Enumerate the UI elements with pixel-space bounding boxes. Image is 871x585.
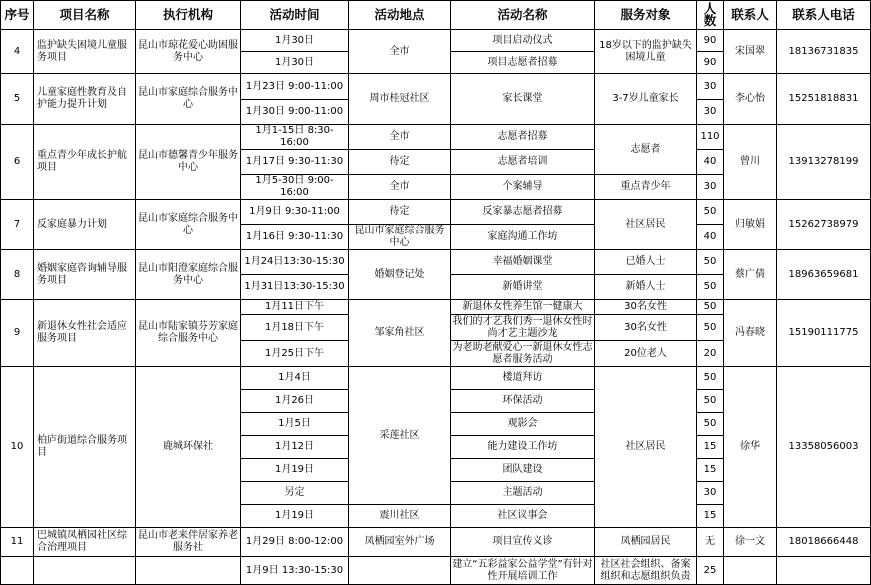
header-target: 服务对象: [595, 1, 697, 30]
contact-name: 曾川: [724, 125, 777, 200]
header-row: [1, 1, 871, 30]
people-count: 50: [697, 367, 724, 390]
org-name: 昆山市家庭综合服务中心: [136, 200, 241, 250]
activity-name: 环保活动: [451, 390, 595, 413]
row-no: 6: [1, 125, 34, 200]
table-row: [1, 557, 871, 585]
contact-phone: 15251818831: [777, 74, 871, 125]
people-count: 50: [697, 390, 724, 413]
activity-name: 反家暴志愿者招募: [451, 200, 595, 225]
activity-time: 1月5日: [241, 413, 349, 436]
org-name: 昆山市家庭综合服务中心: [136, 74, 241, 125]
activity-time: 1月30日: [241, 52, 349, 74]
activity-name: 项目志愿者招募: [451, 52, 595, 74]
contact-name: 李心怡: [724, 74, 777, 125]
people-count: 40: [697, 225, 724, 250]
activity-time: 1月23日 9:00-11:00: [241, 74, 349, 100]
project-name: [34, 557, 136, 585]
activity-name: 能力建设工作坊: [451, 436, 595, 459]
people-count: 90: [697, 52, 724, 74]
project-name: 重点青少年成长护航项目: [34, 125, 136, 200]
row-no: 10: [1, 367, 34, 528]
activity-time: 1月9日 9:30-11:00: [241, 200, 349, 225]
contact-phone: 13913278199: [777, 125, 871, 200]
table-row: [1, 300, 871, 315]
header-time: 活动时间: [241, 1, 349, 30]
service-target: 30名女性: [595, 300, 697, 315]
row-no: 4: [1, 30, 34, 74]
people-count: 50: [697, 413, 724, 436]
header-count: 人数: [697, 1, 724, 30]
people-count: 30: [697, 482, 724, 505]
activity-place: 邹家角社区: [349, 300, 451, 367]
activity-place: 凤栖园室外广场: [349, 528, 451, 557]
activity-time: 1月24日13:30-15:30: [241, 250, 349, 275]
contact-name: 归敏娟: [724, 200, 777, 250]
org-name: 昆山市老来伴居家养老服务社: [136, 528, 241, 557]
people-count: 50: [697, 275, 724, 300]
people-count: 15: [697, 436, 724, 459]
activity-name: 团队建设: [451, 459, 595, 482]
activity-place: 昆山市家庭综合服务中心: [349, 225, 451, 250]
activity-name: 志愿者培训: [451, 150, 595, 175]
people-count: 30: [697, 175, 724, 200]
header-phone: 联系人电话: [777, 1, 871, 30]
project-name: 柏庐街道综合服务项目: [34, 367, 136, 528]
people-count: 15: [697, 505, 724, 528]
table-row: [1, 250, 871, 275]
service-target: 社区社会组织、备案组织和志愿组织负责: [595, 557, 697, 585]
contact-phone: [777, 557, 871, 585]
header-contact: 联系人: [724, 1, 777, 30]
activity-time: 1月11日下午: [241, 300, 349, 315]
people-count: 40: [697, 150, 724, 175]
project-name: 婚姻家庭咨询辅导服务项目: [34, 250, 136, 300]
people-count: 15: [697, 459, 724, 482]
activity-name: 新退休女性养生馆一健康大: [451, 300, 595, 315]
activity-name: 项目启动仪式: [451, 30, 595, 52]
contact-phone: 18963659681: [777, 250, 871, 300]
table-row: [1, 125, 871, 150]
contact-phone: 13358056003: [777, 367, 871, 528]
activity-name: 家长课堂: [451, 74, 595, 125]
people-count: 50: [697, 200, 724, 225]
activity-time: 1月12日: [241, 436, 349, 459]
header-place: 活动地点: [349, 1, 451, 30]
activity-name: 为老助老献爱心一新退休女性志愿者服务活动: [452, 341, 593, 365]
activity-time: 1月31日13:30-15:30: [241, 275, 349, 300]
activity-place: 待定: [349, 200, 451, 225]
org-name: 昆山市琼花爱心助困服务中心: [136, 30, 241, 74]
service-target: 社区居民: [595, 200, 697, 250]
row-no: 7: [1, 200, 34, 250]
activity-place: 全市: [349, 125, 451, 150]
table-row: [1, 200, 871, 225]
contact-name: 宋国翠: [724, 30, 777, 74]
activity-name: 志愿者招募: [451, 125, 595, 150]
project-name: 反家庭暴力计划: [34, 200, 136, 250]
service-target: 30名女性: [595, 315, 697, 341]
activity-name: 家庭沟通工作坊: [451, 225, 595, 250]
activity-name: 建立“五彩益家公益学堂”有针对性开展培训工作: [451, 557, 595, 585]
activity-name: 主题活动: [451, 482, 595, 505]
org-name: 鹿城环保社: [136, 367, 241, 528]
table-row: [1, 30, 871, 52]
activity-name: 我们的才艺我们秀一退休女性时尚才艺主题沙龙: [452, 315, 593, 339]
activity-time: 1月9日 13:30-15:30: [241, 557, 349, 585]
activity-name: 楼道拜访: [451, 367, 595, 390]
people-count: 25: [697, 557, 724, 585]
activity-place: 震川社区: [349, 505, 451, 528]
org-name: 昆山市德馨青少年服务中心: [136, 125, 241, 200]
table-row: [1, 528, 871, 557]
service-target: 已婚人士: [595, 250, 697, 275]
service-target: 凤栖园居民: [595, 528, 697, 557]
activity-place: 采莲社区: [349, 367, 451, 505]
contact-name: 冯春晓: [724, 300, 777, 367]
activity-time: 1月19日: [241, 505, 349, 528]
project-name: 儿童家庭性教育及自护能力提升计划: [34, 74, 136, 125]
activity-time: 1月16日 9:30-11:30: [241, 225, 349, 250]
people-count: 110: [697, 125, 724, 150]
activity-time: 1月17日 9:30-11:30: [241, 150, 349, 175]
people-count: 无: [697, 528, 724, 557]
activity-name: 幸福婚姻课堂: [451, 250, 595, 275]
activity-time: 1月1-15日 8:30-16:00: [241, 125, 349, 150]
header-project: 项目名称: [34, 1, 136, 30]
service-target: 18岁以下的监护缺失困境儿童: [595, 30, 697, 74]
contact-name: [724, 557, 777, 585]
people-count: 30: [697, 74, 724, 100]
project-name: 巴城镇凤栖园社区综合治理项目: [34, 528, 136, 557]
project-name: 新退休女性社会适应服务项目: [34, 300, 136, 367]
header-no: 序号: [1, 1, 34, 30]
table-row: [1, 367, 871, 390]
activity-name: 社区议事会: [451, 505, 595, 528]
contact-name: 徐一文: [724, 528, 777, 557]
activity-place: 待定: [349, 150, 451, 175]
table-row: [1, 74, 871, 100]
activity-name: 观影会: [451, 413, 595, 436]
contact-phone: 18136731835: [777, 30, 871, 74]
activity-name: 项目宣传义诊: [451, 528, 595, 557]
activity-place: 全市: [349, 175, 451, 200]
activity-time: 1月4日: [241, 367, 349, 390]
contact-name: 蔡广倩: [724, 250, 777, 300]
contact-phone: 18018666448: [777, 528, 871, 557]
activity-time: 1月30日 9:00-11:00: [241, 100, 349, 125]
contact-phone: 15190111775: [777, 300, 871, 367]
people-count: 90: [697, 30, 724, 52]
service-target: 20位老人: [595, 341, 697, 367]
service-target: 新婚人士: [595, 275, 697, 300]
activity-time: 1月30日: [241, 30, 349, 52]
people-count: 30: [697, 100, 724, 125]
activity-name: 个案辅导: [451, 175, 595, 200]
activity-place: [349, 557, 451, 585]
service-target: 社区居民: [595, 367, 697, 528]
service-target: 志愿者: [595, 125, 697, 175]
row-no: [1, 557, 34, 585]
contact-phone: 15262738979: [777, 200, 871, 250]
activity-place: 婚姻登记处: [349, 250, 451, 300]
row-no: 5: [1, 74, 34, 125]
activity-place: 周市桂冠社区: [349, 74, 451, 125]
activity-time: 1月25日下午: [241, 341, 349, 367]
row-no: 11: [1, 528, 34, 557]
org-name: [136, 557, 241, 585]
activity-place: 全市: [349, 30, 451, 74]
header-activity: 活动名称: [451, 1, 595, 30]
org-name: 昆山市陆家镇芬芳家庭综合服务中心: [136, 300, 241, 367]
activity-time: 另定: [241, 482, 349, 505]
people-count: 20: [697, 341, 724, 367]
row-no: 9: [1, 300, 34, 367]
people-count: 50: [697, 250, 724, 275]
project-name: 监护缺失困境儿童服务项目: [34, 30, 136, 74]
service-target: 3-7岁儿童家长: [595, 74, 697, 125]
header-org: 执行机构: [136, 1, 241, 30]
activity-time: 1月26日: [241, 390, 349, 413]
activity-name: 新婚讲堂: [451, 275, 595, 300]
contact-name: 徐华: [724, 367, 777, 528]
activity-time: 1月5-30日 9:00-16:00: [241, 175, 349, 200]
row-no: 8: [1, 250, 34, 300]
org-name: 昆山市阳澄家庭综合服务中心: [136, 250, 241, 300]
people-count: 50: [697, 315, 724, 341]
people-count: 50: [697, 300, 724, 315]
activity-time: 1月18日下午: [241, 315, 349, 341]
activity-time: 1月29日 8:00-12:00: [241, 528, 349, 557]
activity-time: 1月19日: [241, 459, 349, 482]
service-target: 重点青少年: [595, 175, 697, 200]
